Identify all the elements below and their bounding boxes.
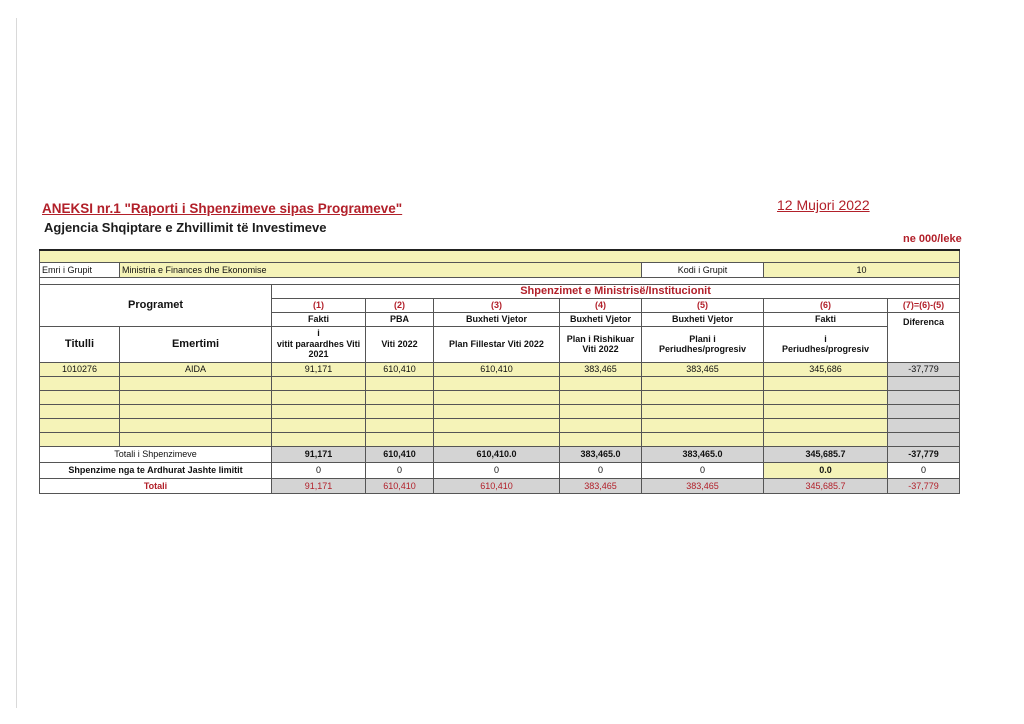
grand-total-c1: 91,171 [272,478,366,493]
grand-total-c5: 383,465 [642,478,764,493]
row-c2: 610,410 [366,362,434,376]
outside-limit-c7: 0 [888,462,960,478]
row-c7: -37,779 [888,362,960,376]
outside-limit-c4: 0 [560,462,642,478]
emertimi-header: Emertimi [120,326,272,362]
row-c1: 91,171 [272,362,366,376]
col6-name: Fakti [764,312,888,326]
empty-row [40,390,960,404]
col5-num: (5) [642,298,764,312]
total-expenses-c2: 610,410 [366,446,434,462]
agency-name: Agjencia Shqiptare e Zhvillimit të Investimeve [44,220,327,235]
col6-num: (6) [764,298,888,312]
col7-sub: Diferenca [888,312,960,362]
report-title: ANEKSI nr.1 "Raporti i Shpenzimeve sipas Programeve" [42,201,403,216]
empty-row [40,432,960,446]
column-sub-row [40,326,960,362]
outside-limit-row [40,462,960,478]
row-titulli: 1010276 [40,362,120,376]
empty-row [40,376,960,390]
total-expenses-c6: 345,685.7 [764,446,888,462]
section-header-row [40,284,960,298]
group-code-value: 10 [764,262,960,277]
unit-label: ne 000/leke [903,233,962,245]
group-name-label: Emri i Grupit [40,262,120,277]
total-expenses-label: Totali i Shpenzimeve [40,446,272,462]
col3-name: Buxheti Vjetor [434,312,560,326]
total-expenses-c1: 91,171 [272,446,366,462]
col3-num: (3) [434,298,560,312]
grand-total-c7: -37,779 [888,478,960,493]
empty-row [40,404,960,418]
grand-total-c3: 610,410 [434,478,560,493]
outside-limit-label: Shpenzime nga te Ardhurat Jashte limitit [40,462,272,478]
outside-limit-c1: 0 [272,462,366,478]
programet-header: Programet [40,284,272,326]
table-row [40,362,960,376]
outside-limit-c6: 0.0 [764,462,888,478]
grand-total-label: Totali [40,478,272,493]
total-expenses-c7: -37,779 [888,446,960,462]
section-header: Shpenzimet e Ministrisë/Institucionit [272,284,960,298]
page-edge-line [16,18,17,708]
col1-sub: i vitit paraardhes Viti 2021 [272,326,366,362]
col2-num: (2) [366,298,434,312]
total-expenses-c5: 383,465.0 [642,446,764,462]
total-expenses-row [40,446,960,462]
outside-limit-c5: 0 [642,462,764,478]
group-code-label: Kodi i Grupit [642,262,764,277]
group-name-value: Ministria e Finances dhe Ekonomise [120,262,642,277]
col4-name: Buxheti Vjetor [560,312,642,326]
grand-total-c2: 610,410 [366,478,434,493]
total-expenses-c3: 610,410.0 [434,446,560,462]
outside-limit-c2: 0 [366,462,434,478]
row-c4: 383,465 [560,362,642,376]
col1-name: Fakti [272,312,366,326]
grand-total-row [40,478,960,493]
separator-row [40,277,960,284]
expenditure-table [39,249,960,494]
col2-sub: Viti 2022 [366,326,434,362]
col5-sub: Plani i Periudhes/progresiv [642,326,764,362]
col6-sub: i Periudhes/progresiv [764,326,888,362]
col1-num: (1) [272,298,366,312]
period-label: 12 Mujori 2022 [777,197,870,213]
titulli-header: Titulli [40,326,120,362]
row-emertimi: AIDA [120,362,272,376]
outside-limit-c3: 0 [434,462,560,478]
col4-num: (4) [560,298,642,312]
row-c6: 345,686 [764,362,888,376]
group-row [40,262,960,277]
row-c5: 383,465 [642,362,764,376]
total-expenses-c4: 383,465.0 [560,446,642,462]
grand-total-c4: 383,465 [560,478,642,493]
grand-total-c6: 345,685.7 [764,478,888,493]
col5-name: Buxheti Vjetor [642,312,764,326]
empty-row [40,418,960,432]
spacer-row [40,250,960,262]
col3-sub: Plan Fillestar Viti 2022 [434,326,560,362]
col2-name: PBA [366,312,434,326]
col7-num: (7)=(6)-(5) [888,298,960,312]
row-c3: 610,410 [434,362,560,376]
col4-sub: Plan i Rishikuar Viti 2022 [560,326,642,362]
